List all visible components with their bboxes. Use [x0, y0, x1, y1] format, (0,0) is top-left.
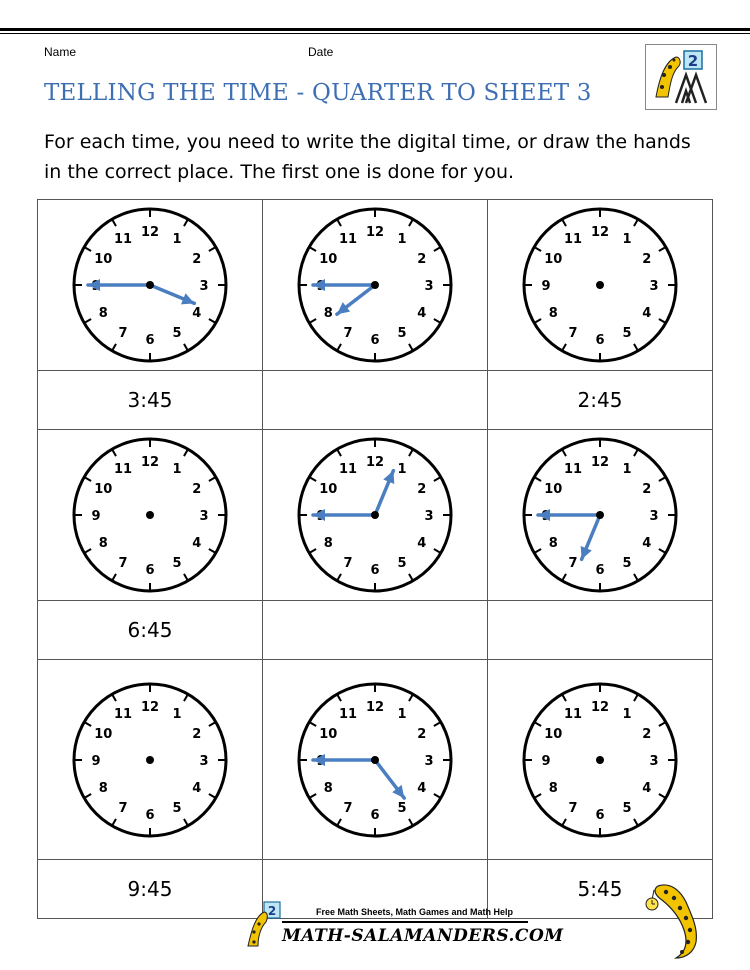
- clock-number: 6: [145, 563, 155, 578]
- clock-number: 12: [365, 225, 385, 240]
- clock-number: 12: [590, 699, 610, 715]
- clock-number: 1: [622, 706, 632, 722]
- clock-number: 8: [548, 780, 558, 796]
- clock-number: 11: [113, 706, 133, 722]
- time-answer-cell[interactable]: 5:45: [488, 860, 713, 919]
- clock-number: 3: [424, 753, 434, 769]
- clock-number: 4: [192, 536, 202, 551]
- clock-number: 6: [595, 807, 605, 823]
- clock-number: 5: [172, 325, 182, 341]
- clock-cell: [263, 660, 488, 860]
- clock-number: 10: [544, 482, 563, 497]
- clock-number: 7: [343, 555, 353, 571]
- clock-number: 1: [397, 232, 407, 248]
- clock-face: [65, 675, 235, 845]
- clock-number: 1: [172, 462, 182, 478]
- clock-number: 5: [622, 800, 632, 816]
- clock-number: 9: [541, 279, 551, 294]
- clock-number: 12: [140, 225, 160, 240]
- clock-number: 11: [338, 706, 358, 722]
- clock-number: 7: [568, 800, 578, 816]
- clock-number: 6: [595, 563, 605, 578]
- clock-number: 2: [417, 252, 427, 267]
- clock-number: 2: [192, 726, 202, 742]
- clock-number: 8: [323, 780, 333, 796]
- clock-number: 4: [417, 780, 427, 796]
- clock-number: 2: [192, 482, 202, 497]
- clock-number: 12: [140, 455, 160, 470]
- clock-number: 7: [343, 800, 353, 816]
- clock-number: 3: [649, 279, 659, 294]
- clock-face: [65, 200, 235, 370]
- salamander-mascot: [640, 872, 720, 962]
- clock-number: 12: [365, 699, 385, 715]
- clock-number: 6: [595, 333, 605, 348]
- clock-number: 6: [370, 563, 380, 578]
- clock-number: 7: [568, 555, 578, 571]
- time-answer-cell[interactable]: [488, 601, 713, 660]
- clock-number: 10: [544, 726, 563, 742]
- clock-number: 3: [424, 279, 434, 294]
- clock-number: 3: [199, 509, 209, 524]
- clock-number: 3: [649, 509, 659, 524]
- clock-number: 5: [397, 555, 407, 571]
- clock-number: 10: [94, 726, 113, 742]
- clock-cell: [38, 430, 263, 601]
- clock-number: 11: [113, 462, 133, 478]
- clock-grid: [37, 199, 713, 901]
- clock-number: 10: [544, 252, 563, 267]
- footer-tagline: Free Math Sheets, Math Games and Math Help: [316, 907, 514, 917]
- clock-number: 8: [548, 306, 558, 321]
- clock-number: 9: [541, 753, 551, 769]
- clock-number: 5: [397, 325, 407, 341]
- clock-number: 3: [199, 753, 209, 769]
- clock-number: 8: [98, 536, 108, 551]
- clock-face: [515, 200, 685, 370]
- clock-cell: [38, 660, 263, 860]
- clock-row: [38, 660, 713, 860]
- time-row: [38, 601, 713, 660]
- name-label: Name: [44, 45, 77, 59]
- clock-number: 6: [370, 333, 380, 348]
- clock-number: 9: [91, 753, 101, 769]
- clock-number: 1: [172, 706, 182, 722]
- time-row: [38, 371, 713, 430]
- clock-number: 2: [417, 726, 427, 742]
- clock-number: 7: [118, 800, 128, 816]
- clock-number: 7: [118, 325, 128, 341]
- clock-number: 6: [145, 807, 155, 823]
- time-answer-cell[interactable]: 6:45: [38, 601, 263, 660]
- clock-number: 5: [397, 800, 407, 816]
- clock-number: 11: [113, 232, 133, 248]
- clock-face: [290, 430, 460, 600]
- clock-number: 4: [642, 536, 652, 551]
- clock-number: 4: [192, 780, 202, 796]
- clock-row: [38, 200, 713, 371]
- clock-number: 5: [172, 800, 182, 816]
- clock-center: [146, 511, 154, 519]
- clock-number: 8: [98, 306, 108, 321]
- clock-row: [38, 430, 713, 601]
- clock-number: 11: [338, 462, 358, 478]
- logo-badge-text: 2: [687, 52, 699, 70]
- clock-number: 5: [172, 555, 182, 571]
- top-rule-thin: [0, 33, 750, 34]
- clock-center: [146, 756, 154, 764]
- math-salamanders-logo: [645, 44, 717, 110]
- clock-number: 11: [563, 462, 583, 478]
- clock-center: [371, 511, 379, 519]
- top-rule: [0, 28, 750, 31]
- clock-number: 7: [343, 325, 353, 341]
- clock-number: 2: [642, 482, 652, 497]
- date-label: Date: [308, 45, 334, 59]
- clock-number: 11: [338, 232, 358, 248]
- clock-center: [596, 511, 604, 519]
- clock-center: [371, 281, 379, 289]
- clock-cell: [488, 660, 713, 860]
- clock-cell: [488, 200, 713, 371]
- clock-number: 6: [145, 333, 155, 348]
- clock-face: [515, 430, 685, 600]
- clock-number: 4: [642, 780, 652, 796]
- clock-center: [371, 756, 379, 764]
- clock-number: 9: [91, 509, 101, 524]
- clock-number: 2: [642, 726, 652, 742]
- clock-number: 3: [649, 753, 659, 769]
- footer-rule: [282, 921, 528, 923]
- footer-site-link[interactable]: MATH-SALAMANDERS.COM: [282, 926, 564, 946]
- clock-number: 12: [590, 455, 610, 470]
- clock-number: 8: [98, 780, 108, 796]
- clock-number: 5: [622, 325, 632, 341]
- clock-center: [596, 756, 604, 764]
- clock-number: 3: [199, 279, 209, 294]
- clock-number: 12: [590, 225, 610, 240]
- clock-number: 8: [548, 536, 558, 551]
- clock-number: 7: [568, 325, 578, 341]
- clock-number: 2: [192, 252, 202, 267]
- clock-number: 1: [397, 706, 407, 722]
- clock-number: 4: [192, 306, 202, 321]
- time-answer-cell[interactable]: 3:45: [38, 371, 263, 430]
- clock-number: 11: [563, 232, 583, 248]
- clock-number: 1: [172, 232, 182, 248]
- clock-number: 11: [563, 706, 583, 722]
- worksheet-title: TELLING THE TIME - QUARTER TO SHEET 3: [44, 80, 592, 106]
- time-answer-cell[interactable]: 9:45: [38, 860, 263, 919]
- clock-center: [146, 281, 154, 289]
- clock-number: 1: [622, 232, 632, 248]
- clock-face: [290, 675, 460, 845]
- clock-number: 4: [642, 306, 652, 321]
- clock-cell: [263, 200, 488, 371]
- clock-face: [515, 675, 685, 845]
- clock-cell: [488, 430, 713, 601]
- clock-number: 5: [622, 555, 632, 571]
- clock-number: 8: [323, 536, 333, 551]
- clock-number: 1: [397, 462, 407, 478]
- time-answer-cell[interactable]: 2:45: [488, 371, 713, 430]
- clock-number: 12: [365, 455, 385, 470]
- clock-number: 8: [323, 306, 333, 321]
- clock-number: 12: [140, 699, 160, 715]
- clock-number: 10: [94, 482, 113, 497]
- clock-number: 10: [319, 482, 338, 497]
- instructions: For each time, you need to write the digital time, or draw the hands in the correct place. The first one is done for you.: [44, 131, 691, 183]
- clock-cell: [38, 200, 263, 371]
- time-answer-cell[interactable]: [263, 371, 488, 430]
- clock-number: 7: [118, 555, 128, 571]
- clock-number: 4: [417, 536, 427, 551]
- clock-number: 10: [94, 252, 113, 267]
- clock-number: 1: [622, 462, 632, 478]
- clock-number: 6: [370, 807, 380, 823]
- footer-badge-text: 2: [267, 904, 277, 918]
- clock-center: [596, 281, 604, 289]
- time-answer-cell[interactable]: [263, 601, 488, 660]
- clock-number: 3: [424, 509, 434, 524]
- clock-number: 2: [642, 252, 652, 267]
- clock-number: 4: [417, 306, 427, 321]
- clock-number: 10: [319, 252, 338, 267]
- clock-number: 10: [319, 726, 338, 742]
- clock-cell: [263, 430, 488, 601]
- footer-salamander-icon: [244, 898, 284, 950]
- clock-number: 2: [417, 482, 427, 497]
- clock-face: [65, 430, 235, 600]
- clock-face: [290, 200, 460, 370]
